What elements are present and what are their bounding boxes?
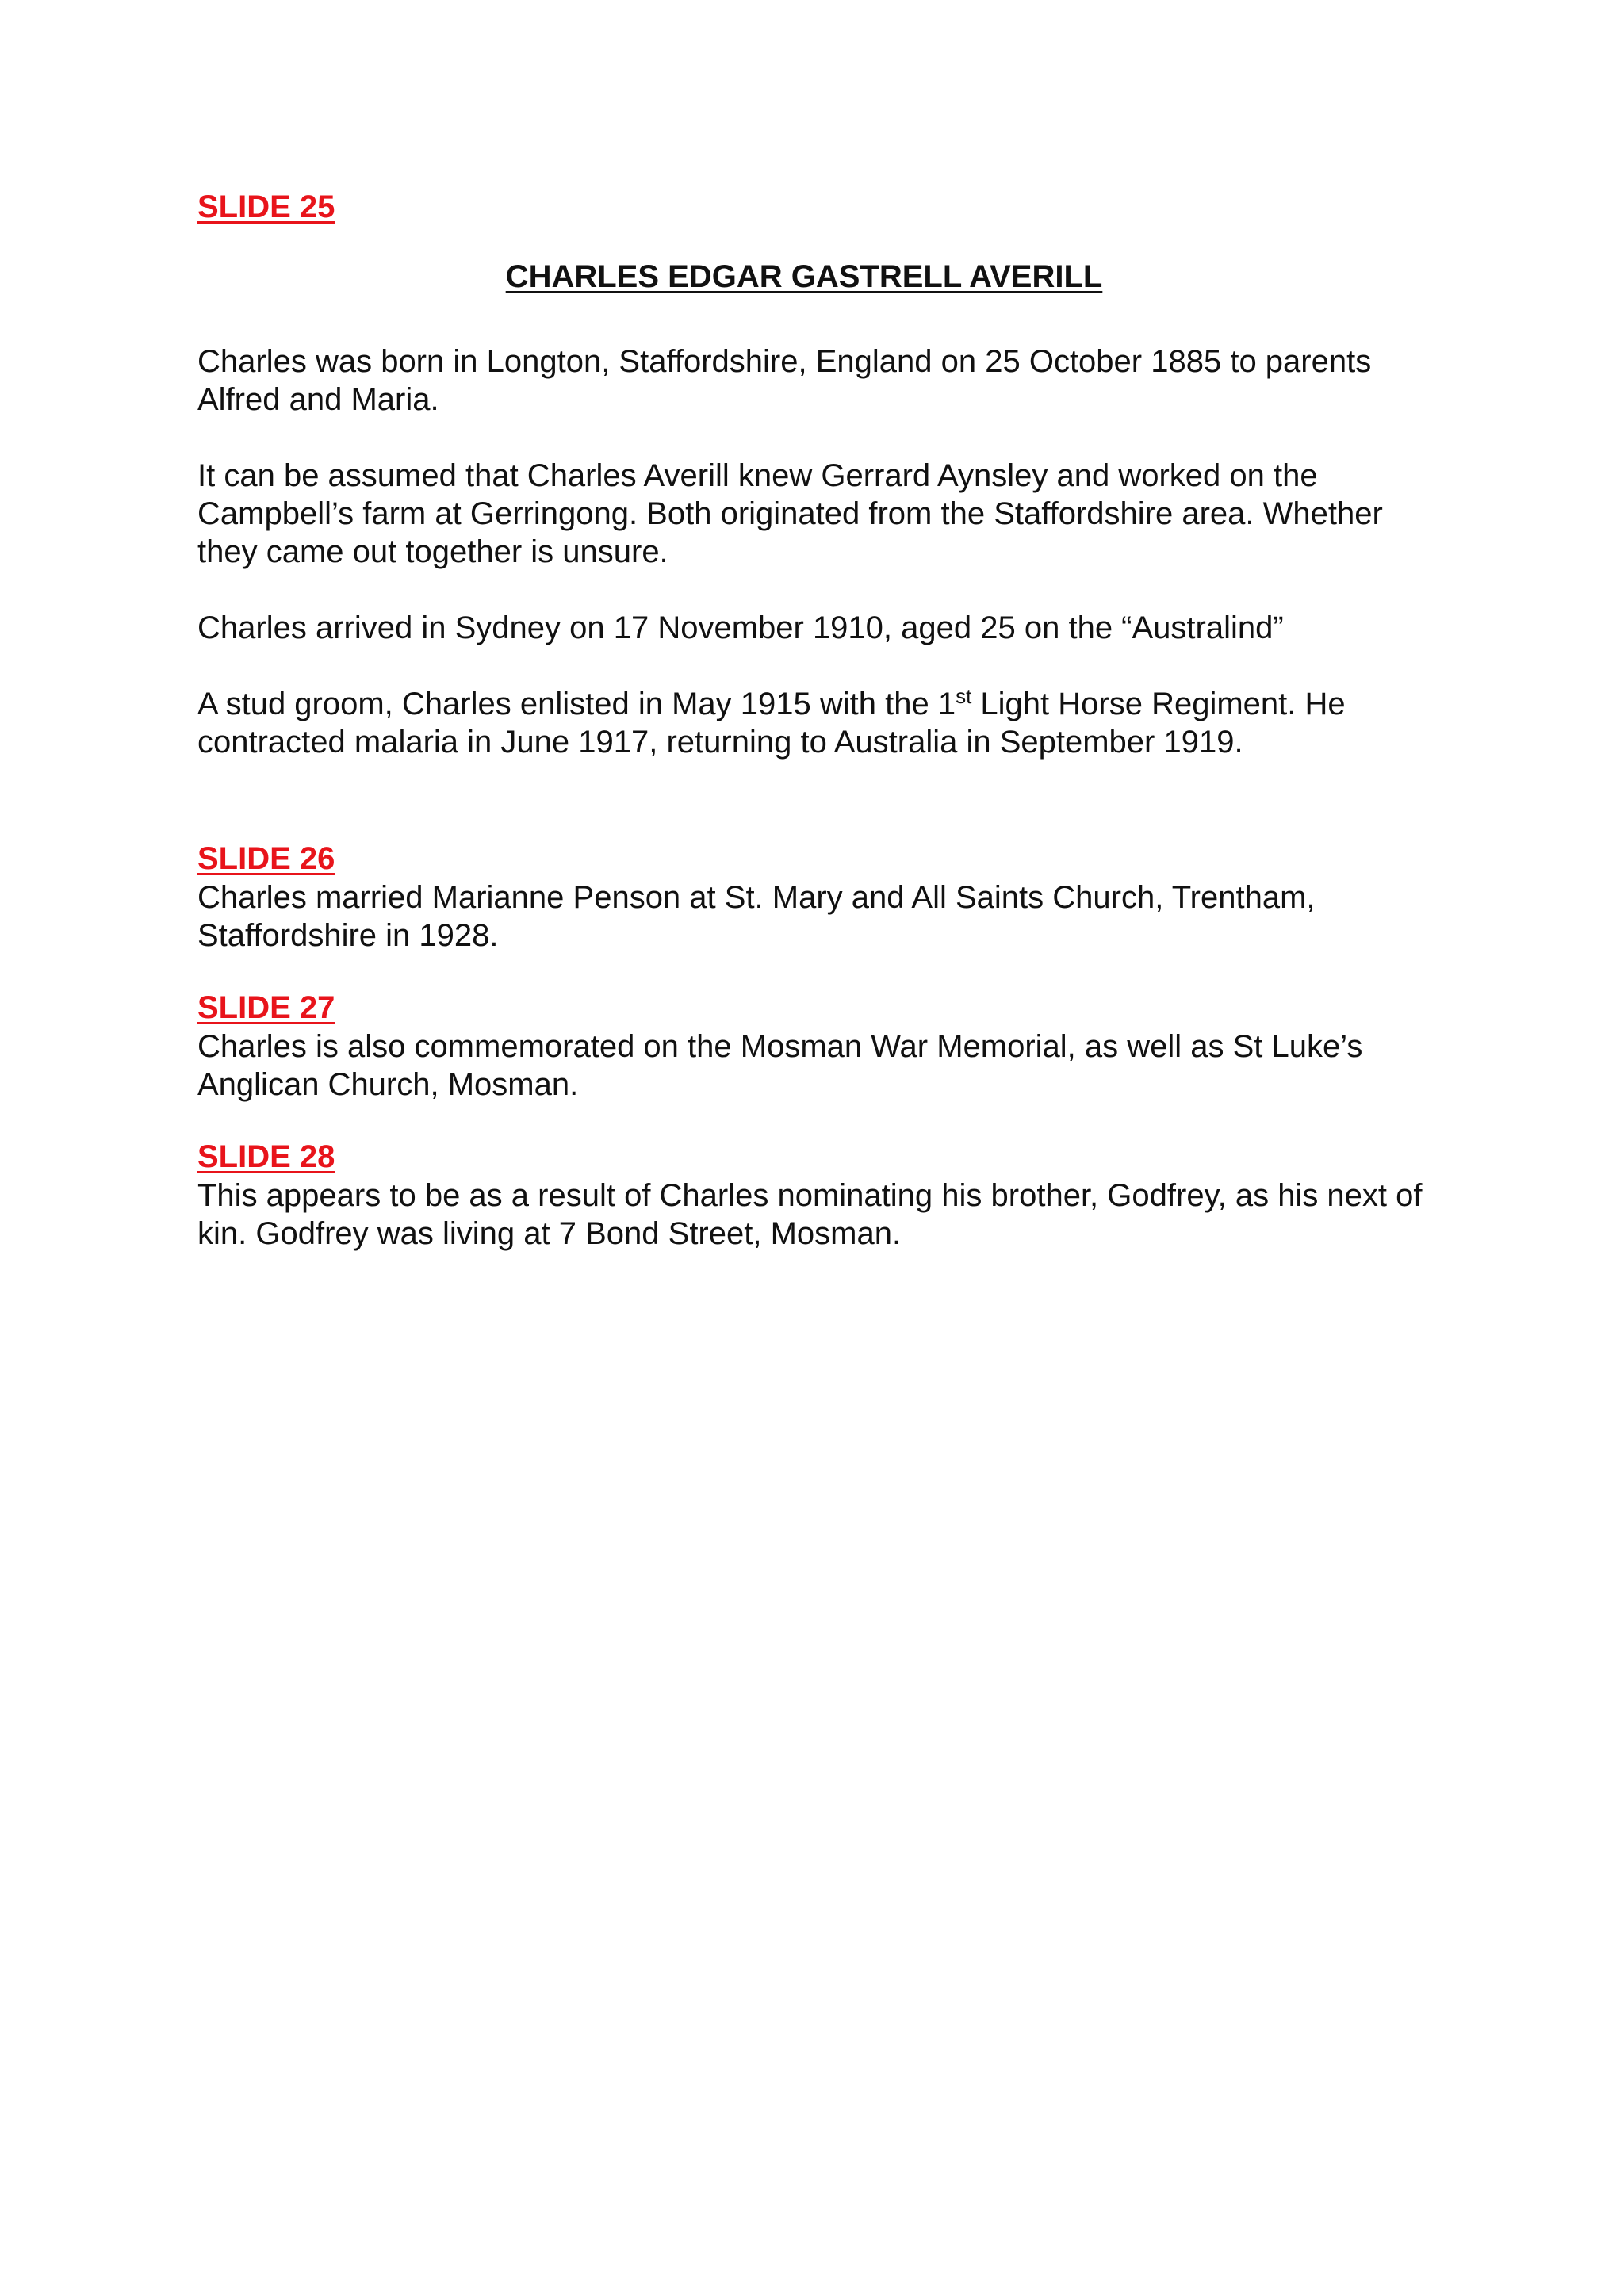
slide-28-label: SLIDE 28	[197, 1139, 335, 1174]
enlistment-paragraph	[197, 685, 1434, 761]
enlistment-text-start: A stud groom, Charles enlisted in May 1915 with the 1	[197, 687, 956, 721]
document-content	[197, 187, 1434, 1253]
marriage-paragraph: Charles married Marianne Penson at St. Mary and All Saints Church, Trentham, Staffordshire in 1928.	[197, 880, 1316, 953]
arrival-paragraph: Charles arrived in Sydney on 17 November 1910, aged 25 on the “Australind”	[197, 610, 1284, 645]
assumption-paragraph: It can be assumed that Charles Averill knew Gerrard Aynsley and worked on the Campbell’s farm at Gerringong. Both originated from the Staffordshire area. Whether they came out together is unsure.	[197, 458, 1383, 569]
birth-paragraph: Charles was born in Longton, Staffordshire, England on 25 October 1885 to parents Alfred and Maria.	[197, 344, 1372, 417]
slide-26-label: SLIDE 26	[197, 841, 335, 876]
enlistment-text-end: Light Horse Regiment. He contracted malaria in June 1917, returning to Australia in September 1919.	[197, 687, 1346, 760]
slide-27-label: SLIDE 27	[197, 990, 335, 1025]
ordinal-superscript: st	[956, 684, 972, 708]
next-of-kin-paragraph: This appears to be as a result of Charles nominating his brother, Godfrey, as his next of kin. Godfrey was living at 7 Bond Street, Mosman.	[197, 1178, 1423, 1251]
memorial-paragraph: Charles is also commemorated on the Mosman War Memorial, as well as St Luke’s Anglican Church, Mosman.	[197, 1029, 1363, 1102]
document-title: CHARLES EDGAR GASTRELL AVERILL	[505, 259, 1103, 294]
slide-25-label: SLIDE 25	[197, 189, 335, 224]
